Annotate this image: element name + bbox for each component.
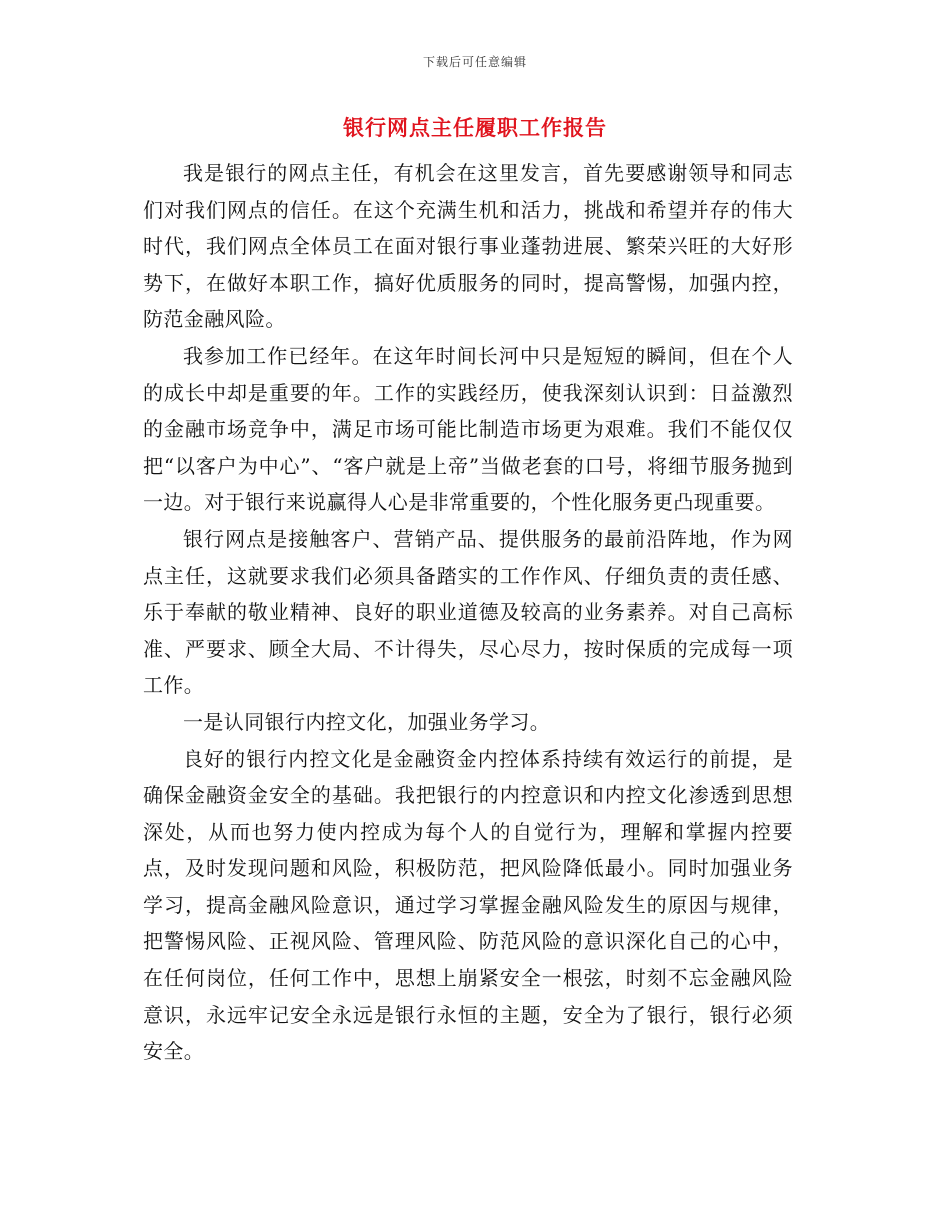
header-note: 下载后可任意编辑 — [422, 55, 527, 69]
document-title: 银行网点主任履职工作报告 — [343, 115, 607, 140]
paragraph: 银行网点是接触客户、营销产品、提供服务的最前沿阵地，作为网点主任，这就要求我们必须具备踏实的工作作风、仔细负责的责任感、乐于奉献的敬业精神、良好的职业道德及较高的业务素养。对自己高标准、严要求、顾全大局、不计得失，尽心尽力，按时保质的完成每一项工作。 — [143, 526, 793, 698]
paragraph: 良好的银行内控文化是金融资金内控体系持续有效运行的前提，是确保金融资金安全的基础。我把银行的内控意识和内控文化渗透到思想深处，从而也努力使内控成为每个人的自觉行为，理解和掌握内控要点，及时发现问题和风险，积极防范，把风险降低最小。同时加强业务学习，提高金融风险意识，通过学习掌握金融风险发生的原因与规律，把警惕风险、正视风险、管理风险、防范风险的意识深化自己的心中，在任何岗位，任何工作中，思想上崩紧安全一根弦，时刻不忘金融风险意识，永远牢记安全永远是银行永恒的主题，安全为了银行，银行必须安全。 — [143, 746, 793, 1064]
paragraph: 我参加工作已经年。在这年时间长河中只是短短的瞬间，但在个人的成长中却是重要的年。工作的实践经历，使我深刻认识到：日益激烈的金融市场竞争中，满足市场可能比制造市场更为艰难。我们不能仅仅把“以客户为中心”、“客户就是上帝”当做老套的口号，将细节服务抛到一边。对于银行来说赢得人心是非常重要的，个性化服务更凸现重要。 — [143, 343, 793, 515]
paragraph: 我是银行的网点主任，有机会在这里发言，首先要感谢领导和同志们对我们网点的信任。在这个充满生机和活力，挑战和希望并存的伟大时代，我们网点全体员工在面对银行事业蓬勃进展、繁荣兴旺的大好形势下，在做好本职工作，搞好优质服务的同时，提高警惕，加强内控，防范金融风险。 — [143, 161, 793, 332]
document-body — [143, 155, 793, 1070]
section-heading: 一是认同银行内控文化，加强业务学习。 — [183, 709, 551, 734]
